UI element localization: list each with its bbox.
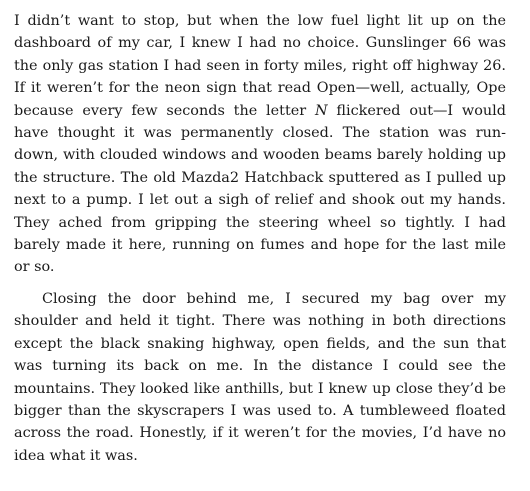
paragraph-1-text-b: flickered out—I would have thought it was permanently closed. The station was run-down, with clouded windows and wooden beams barely holding up the structure. The old Mazda2 Hatchback sputtered as I pulled up next to a pump. I let out a sigh of relief and shook out my hands. They ached from gripping the steering wheel so tightly. I had barely made it here, running on fumes and hope for the last mile or so. <box>14 102 506 276</box>
italic-letter-n: N <box>314 102 328 119</box>
book-page <box>14 10 506 467</box>
paragraph-1-text-a: I didn’t want to stop, but when the low fuel light lit up on the dashboard of my car, I knew I had no choice. Gunslinger 66 was the only gas station I had seen in forty miles, right off highway 26. If it weren’t for the neon sign that read Open—well, actually, Ope because every few seconds the letter <box>14 13 506 119</box>
paragraph-highway-view: Closing the door behind me, I secured my bag over my shoulder and held it tight. There was nothing in both directions except the black snaking highway, open fields, and the sun that was turning its back on me. In the distance I could see the mountains. They looked like anthills, but I knew up close they’d be bigger than the skyscrapers I was used to. A tumbleweed floated across the road. Honestly, if it weren’t for the movies, I’d have no idea what it was. <box>14 290 506 464</box>
paragraph-gas-station <box>14 10 506 279</box>
